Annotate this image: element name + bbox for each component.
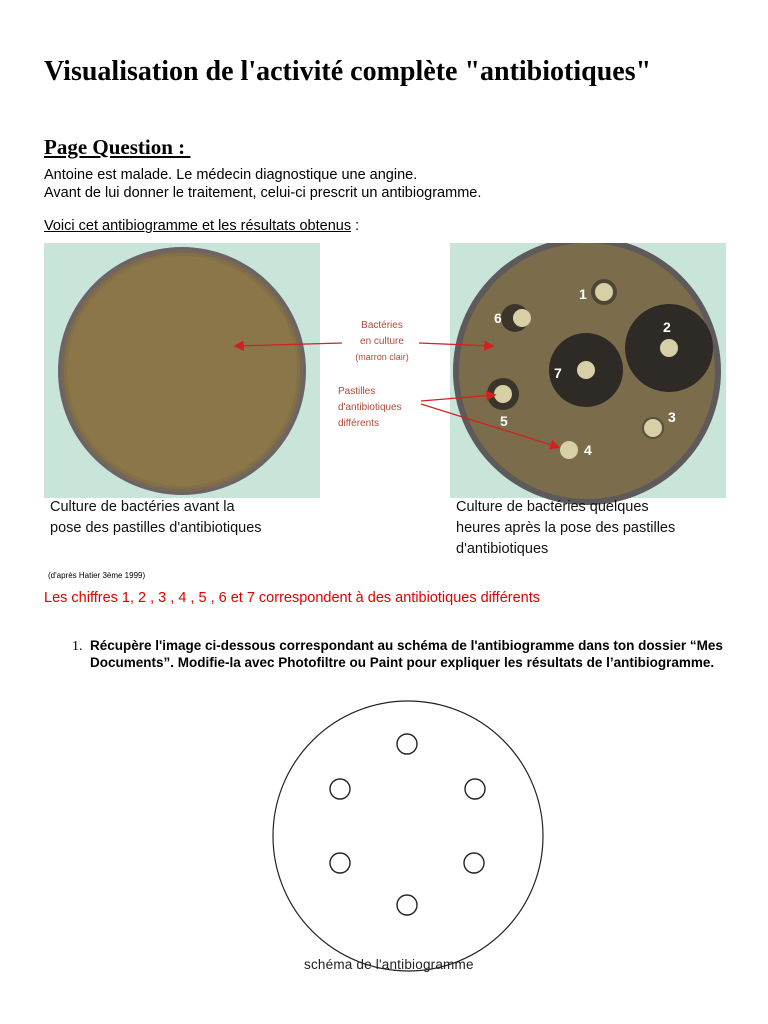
antibiotic-numbers-note: Les chiffres 1, 2 , 3 , 4 , 5 , 6 et 7 correspondent à des antibiotiques différents xyxy=(44,590,540,606)
disc-number-7: 7 xyxy=(554,365,562,381)
schema-disc-lower-left xyxy=(330,853,350,873)
disc-7 xyxy=(577,361,595,379)
caption-right-line-3: d'antibiotiques xyxy=(456,541,549,557)
caption-right-line-1: Culture de bactéries quelques xyxy=(456,499,649,515)
voici-line xyxy=(44,218,359,234)
label-marron-clair: (marron clair) xyxy=(355,352,409,362)
voici-text: Voici cet antibiogramme et les résultats obtenus xyxy=(44,218,352,234)
schema-disc-upper-left xyxy=(330,779,350,799)
disc-4 xyxy=(560,441,578,459)
disc-1 xyxy=(595,283,613,301)
caption-left-line-2: pose des pastilles d'antibiotiques xyxy=(50,520,262,536)
disc-number-3: 3 xyxy=(668,409,676,425)
caption-right xyxy=(456,497,675,560)
schema-disc-lower-right xyxy=(464,853,484,873)
schema-disc-top xyxy=(397,734,417,754)
question-number: 1. xyxy=(72,639,83,654)
source-credit: (d'après Hatier 3ème 1999) xyxy=(48,571,146,580)
schema-caption: schéma de l'antibiogramme xyxy=(304,957,474,972)
intro-line-1: Antoine est malade. Le médecin diagnostique une angine. xyxy=(44,167,418,183)
label-d-antibiotiques: d'antibiotiques xyxy=(338,402,402,413)
voici-suffix: : xyxy=(351,218,360,234)
antibiogram-schema xyxy=(268,696,548,980)
disc-number-5: 5 xyxy=(500,413,508,429)
label-differents: différents xyxy=(338,418,379,429)
disc-number-4: 4 xyxy=(584,442,592,458)
page-title: Visualisation de l'activité complète "antibiotiques" xyxy=(44,56,652,87)
caption-left-line-1: Culture de bactéries avant la xyxy=(50,499,235,515)
intro-line-2: Avant de lui donner le traitement, celui-ci prescrit un antibiogramme. xyxy=(44,185,482,201)
disc-number-1: 1 xyxy=(579,286,587,302)
antibiogram-figure xyxy=(44,243,726,561)
schema-disc-bottom xyxy=(397,895,417,915)
caption-left xyxy=(50,497,262,539)
schema-dish-outline xyxy=(273,701,543,971)
label-en-culture: en culture xyxy=(360,336,404,347)
disc-number-6: 6 xyxy=(494,310,502,326)
schema-disc-upper-right xyxy=(465,779,485,799)
disc-2 xyxy=(660,339,678,357)
label-bacteries: Bactéries xyxy=(361,320,403,331)
section-heading: Page Question : xyxy=(44,135,191,159)
question-text: Récupère l'image ci-dessous correspondant au schéma de l'antibiogramme dans ton dossier “Mes Documents”. Modifie-la avec Photofiltre ou Paint pour expliquer les résultats de l’antibiogramme. xyxy=(90,638,723,670)
label-pastilles: Pastilles xyxy=(338,386,376,397)
disc-3 xyxy=(644,419,662,437)
disc-5 xyxy=(494,385,512,403)
disc-number-2: 2 xyxy=(663,319,671,335)
disc-6 xyxy=(513,309,531,327)
caption-right-line-2: heures après la pose des pastilles xyxy=(456,520,676,536)
